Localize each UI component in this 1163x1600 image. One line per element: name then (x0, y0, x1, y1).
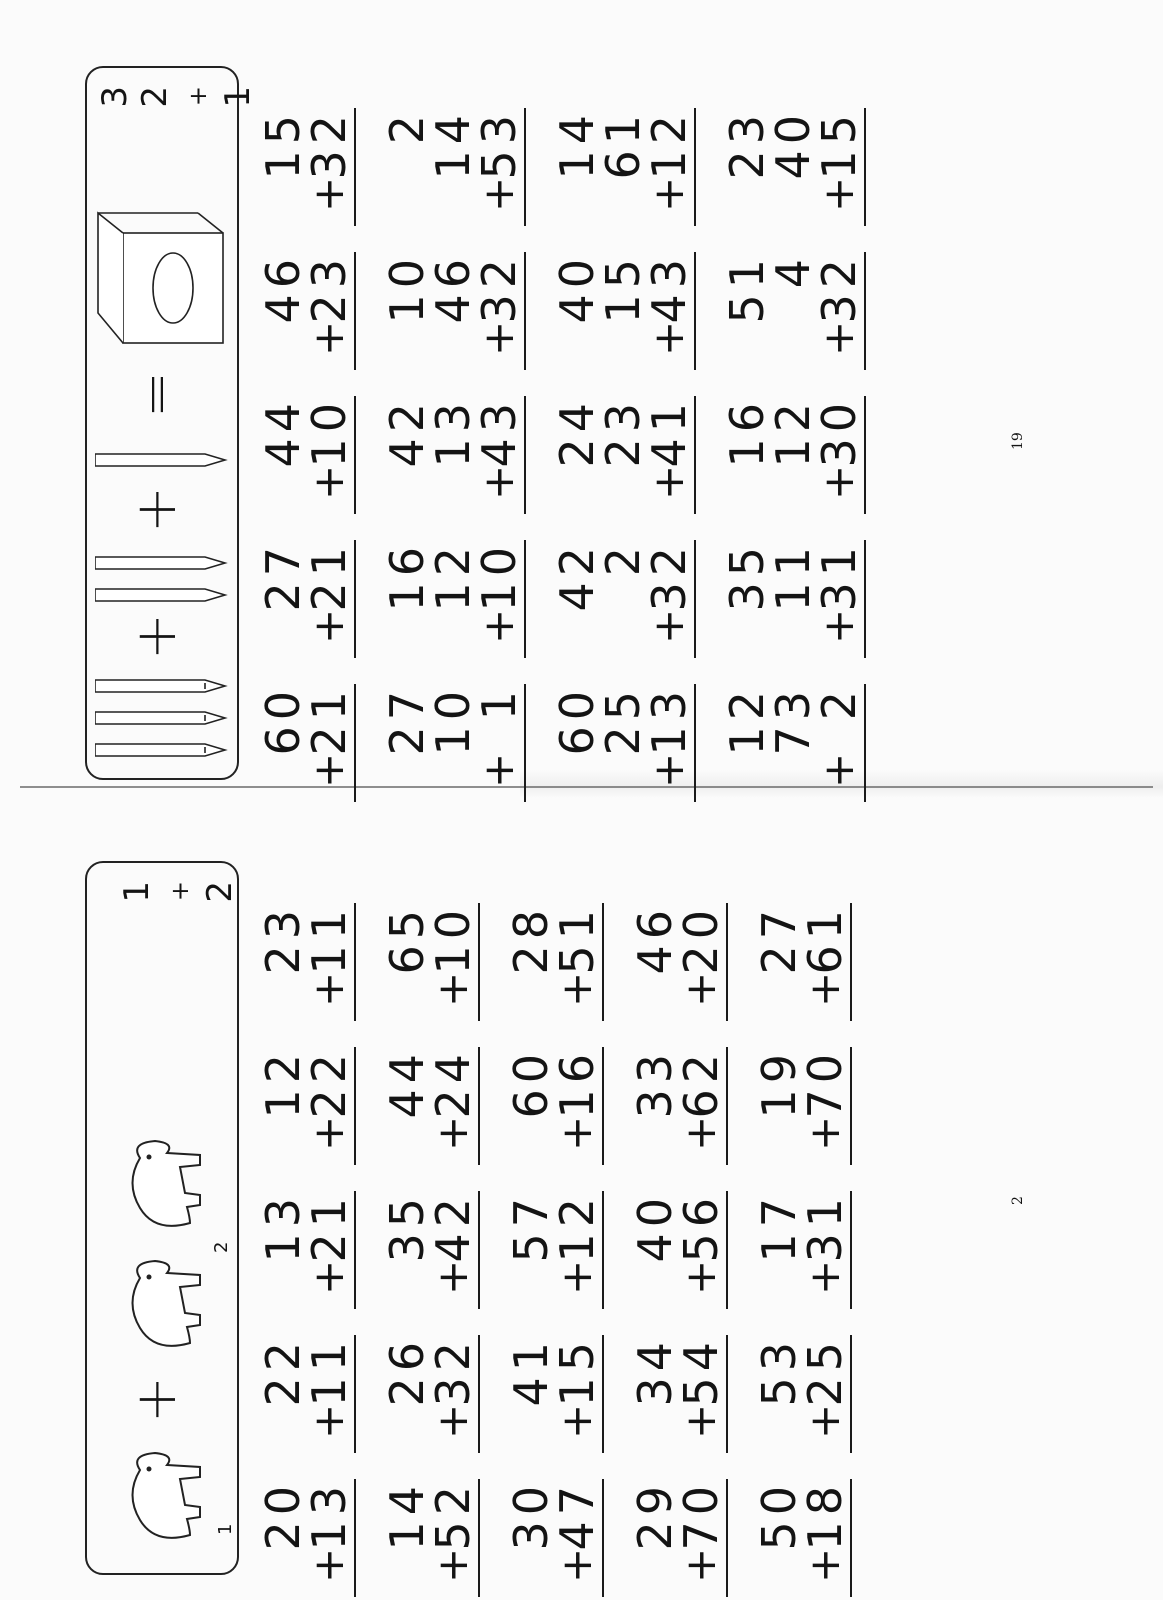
addend: 13 (642, 685, 696, 756)
addend: 10 (472, 541, 526, 612)
addend: 73 (766, 685, 820, 756)
addition-problem (720, 397, 866, 500)
addition-problem (504, 904, 604, 1007)
addition-problem (380, 109, 526, 212)
addition-problem (550, 685, 696, 788)
equals-sign: = (124, 371, 189, 418)
picture-label: 1 (215, 1523, 236, 1535)
addend: 46 (426, 253, 480, 324)
addition-problem (720, 685, 866, 788)
addition-problem (550, 253, 696, 356)
plus-sign: + (676, 1397, 725, 1439)
plus-sign: + (800, 1541, 849, 1583)
page-19-content (85, 60, 1026, 788)
page-number: 19 (1010, 432, 1026, 450)
plus-sign: + (304, 1253, 353, 1295)
addend: 14 (550, 109, 604, 180)
addend: 24 (550, 397, 604, 468)
plus-sign: + (304, 1397, 353, 1439)
addend: 11 (766, 541, 820, 612)
addition-problem (380, 1480, 480, 1583)
addend: 32 (642, 541, 696, 612)
addend: 2 (380, 109, 434, 145)
plus-sign: + (428, 1253, 477, 1295)
addition-problem (550, 109, 696, 212)
addend: 32 (426, 1336, 480, 1407)
addend: 32 (812, 253, 866, 324)
addend: 23 (596, 397, 650, 468)
addition-problem (380, 1336, 480, 1439)
addition-problem (720, 253, 866, 356)
plus-sign: + (474, 170, 523, 212)
addend: 31 (812, 541, 866, 612)
plus-sign: + (814, 314, 863, 356)
addition-problem (504, 1480, 604, 1583)
addend: 4 (766, 253, 820, 289)
plus-sign: + (800, 1109, 849, 1151)
addend: 14 (426, 109, 480, 180)
addend: 12 (256, 1048, 310, 1119)
plus-sign: + (814, 746, 863, 788)
addition-problem (628, 1192, 728, 1295)
addend: 2 (812, 685, 866, 721)
addition-problem (550, 397, 696, 500)
addend: 62 (674, 1048, 728, 1119)
addend: 32 (302, 109, 356, 180)
addend: 25 (596, 685, 650, 756)
addend: 1 (472, 685, 526, 721)
addend: 25 (798, 1336, 852, 1407)
addend: 23 (720, 109, 774, 180)
page-2 (0, 820, 1163, 1600)
elephant-picture-box (85, 861, 239, 1575)
addend: 31 (798, 1192, 852, 1263)
addend: 51 (550, 904, 604, 975)
addend: 61 (798, 904, 852, 975)
plus-sign: + (814, 458, 863, 500)
addend: 40 (766, 109, 820, 180)
plus-sign: + (676, 1253, 725, 1295)
addend: 26 (380, 1336, 434, 1407)
elephant-icon (105, 1445, 215, 1555)
addend: 21 (302, 1192, 356, 1263)
addend: 22 (302, 1048, 356, 1119)
addend: 12 (720, 685, 774, 756)
elephant-icon (105, 1253, 215, 1363)
plus-sign: + (304, 746, 353, 788)
addition-problem (256, 109, 356, 212)
plus-sign: + (676, 1541, 725, 1583)
plus-sign: + (644, 746, 693, 788)
plus-sign: + (304, 458, 353, 500)
addend: 20 (674, 904, 728, 975)
addend: 16 (720, 397, 774, 468)
addition-problem (256, 541, 356, 644)
addend: 12 (550, 1192, 604, 1263)
addend: 40 (628, 1192, 682, 1263)
plus-sign: + (552, 1397, 601, 1439)
addend: 42 (426, 1192, 480, 1263)
addition-problem (256, 253, 356, 356)
example-addend-value: 1 (218, 86, 258, 108)
plus-sign: + (304, 965, 353, 1007)
addend: 30 (812, 397, 866, 468)
plus-sign: + (304, 170, 353, 212)
plus-sign: + (552, 1109, 601, 1151)
addition-problem (256, 1192, 356, 1295)
addition-problem (380, 397, 526, 500)
addition-problem (380, 1192, 480, 1295)
plus-sign: + (428, 965, 477, 1007)
addend: 46 (256, 253, 310, 324)
addend: 50 (752, 1480, 806, 1551)
plus-sign: + (474, 602, 523, 644)
plus-sign: + (166, 881, 194, 902)
addend: 53 (472, 109, 526, 180)
pencil-box-icon (93, 203, 229, 353)
addend: 35 (720, 541, 774, 612)
addition-problem (256, 1480, 356, 1583)
plus-sign: + (552, 965, 601, 1007)
addition-problem (256, 685, 356, 788)
addend: 10 (426, 685, 480, 756)
addend: 52 (426, 1480, 480, 1551)
plus-sign: + (124, 486, 189, 533)
page-number: 2 (1010, 1196, 1026, 1205)
example-addend (175, 86, 258, 136)
addend: 10 (302, 397, 356, 468)
addition-problem (380, 904, 480, 1007)
addend: 14 (380, 1480, 434, 1551)
plus-sign: + (474, 314, 523, 356)
addition-problem (504, 1192, 604, 1295)
addend: 23 (256, 904, 310, 975)
plus-sign: + (800, 1397, 849, 1439)
addend: 20 (256, 1480, 310, 1551)
addend: 10 (380, 253, 434, 324)
plus-sign: + (676, 965, 725, 1007)
plus-sign: + (304, 602, 353, 644)
addend: 53 (752, 1336, 806, 1407)
addend: 42 (550, 541, 604, 612)
plus-sign: + (304, 1541, 353, 1583)
plus-sign: + (428, 1397, 477, 1439)
addition-problem (628, 904, 728, 1007)
plus-sign: + (474, 746, 523, 788)
plus-sign: + (474, 458, 523, 500)
addition-problem (550, 541, 696, 644)
addend: 60 (504, 1048, 558, 1119)
addend: 16 (380, 541, 434, 612)
addition-problem (628, 1048, 728, 1151)
plus-sign: + (304, 1109, 353, 1151)
plus-sign: + (184, 86, 212, 107)
addend: 19 (752, 1048, 806, 1119)
addend: 11 (302, 904, 356, 975)
addition-problem (256, 1048, 356, 1151)
plus-sign: + (644, 602, 693, 644)
plus-sign: + (552, 1253, 601, 1295)
picture-label: 2 (211, 1241, 232, 1253)
problem-grid (256, 60, 866, 788)
addend: 15 (550, 1336, 604, 1407)
addend: 23 (302, 253, 356, 324)
addend: 54 (674, 1336, 728, 1407)
addend: 13 (302, 1480, 356, 1551)
addition-problem (380, 685, 526, 788)
addend: 46 (628, 904, 682, 975)
addend: 22 (256, 1336, 310, 1407)
addend: 60 (256, 685, 310, 756)
addition-problem (380, 253, 526, 356)
example-addend: 3 (95, 86, 135, 108)
problem-grid (256, 855, 852, 1583)
addition-problem (752, 1480, 852, 1583)
addend: 27 (256, 541, 310, 612)
addend: 41 (642, 397, 696, 468)
addend: 29 (628, 1480, 682, 1551)
addend: 15 (596, 253, 650, 324)
plus-sign: + (644, 314, 693, 356)
pencil-icon (95, 438, 229, 478)
plus-sign: + (428, 1541, 477, 1583)
addend: 44 (256, 397, 310, 468)
addend: 13 (426, 397, 480, 468)
addend: 18 (798, 1480, 852, 1551)
addend: 70 (674, 1480, 728, 1551)
addend: 41 (504, 1336, 558, 1407)
addend: 15 (256, 109, 310, 180)
addend: 51 (720, 253, 774, 324)
addend: 56 (674, 1192, 728, 1263)
addend: 12 (426, 541, 480, 612)
addend: 2 (596, 541, 650, 577)
addend: 65 (380, 904, 434, 975)
addend: 10 (426, 904, 480, 975)
addend: 27 (380, 685, 434, 756)
example-addend-value: 2 (200, 881, 240, 903)
pencil-icon (95, 533, 229, 613)
example-addend (157, 881, 240, 931)
addition-problem (504, 1336, 604, 1439)
addition-problem (256, 904, 356, 1007)
plus-sign: + (304, 314, 353, 356)
addend: 30 (504, 1480, 558, 1551)
addition-problem (628, 1480, 728, 1583)
addend: 33 (628, 1048, 682, 1119)
example-addend: 2 (135, 86, 175, 108)
addend: 35 (380, 1192, 434, 1263)
addend: 70 (798, 1048, 852, 1119)
addend: 47 (550, 1480, 604, 1551)
elephant-icon (105, 1133, 215, 1243)
addend: 12 (766, 397, 820, 468)
addend: 28 (504, 904, 558, 975)
plus-sign: + (800, 1253, 849, 1295)
addend: 44 (380, 1048, 434, 1119)
addend: 21 (302, 685, 356, 756)
addend: 16 (550, 1048, 604, 1119)
addition-problem (256, 397, 356, 500)
addition-problem (504, 1048, 604, 1151)
addition-problem (720, 109, 866, 212)
plus-sign: + (800, 965, 849, 1007)
addition-problem (380, 1048, 480, 1151)
addition-problem (752, 1336, 852, 1439)
addend: 21 (302, 541, 356, 612)
plus-sign: + (124, 613, 189, 660)
addend: 32 (472, 253, 526, 324)
page-19 (0, 20, 1163, 800)
plus-sign: + (814, 602, 863, 644)
addend: 27 (752, 904, 806, 975)
example-addend: 1 (117, 881, 157, 903)
addition-problem (720, 541, 866, 644)
addend: 12 (642, 109, 696, 180)
pencil-icon (95, 658, 229, 768)
plus-sign: + (124, 1376, 189, 1423)
plus-sign: + (676, 1109, 725, 1151)
addition-problem (628, 1336, 728, 1439)
plus-sign: + (428, 1109, 477, 1151)
addend: 15 (812, 109, 866, 180)
addition-problem (380, 541, 526, 644)
addend: 60 (550, 685, 604, 756)
addend: 13 (256, 1192, 310, 1263)
addition-problem (752, 1192, 852, 1295)
addend: 61 (596, 109, 650, 180)
page-2-content (85, 855, 1026, 1583)
example-problem (95, 86, 258, 136)
addend: 17 (752, 1192, 806, 1263)
plus-sign: + (644, 170, 693, 212)
addition-problem (752, 1048, 852, 1151)
addend: 57 (504, 1192, 558, 1263)
plus-sign: + (552, 1541, 601, 1583)
addend: 42 (380, 397, 434, 468)
addition-problem (752, 904, 852, 1007)
addend: 11 (302, 1336, 356, 1407)
plus-sign: + (644, 458, 693, 500)
addend: 34 (628, 1336, 682, 1407)
addend: 24 (426, 1048, 480, 1119)
addend: 43 (472, 397, 526, 468)
plus-sign: + (814, 170, 863, 212)
addend: 40 (550, 253, 604, 324)
addend: 43 (642, 253, 696, 324)
addition-problem (256, 1336, 356, 1439)
pencil-picture-box (85, 66, 258, 780)
example-problem (117, 881, 240, 931)
